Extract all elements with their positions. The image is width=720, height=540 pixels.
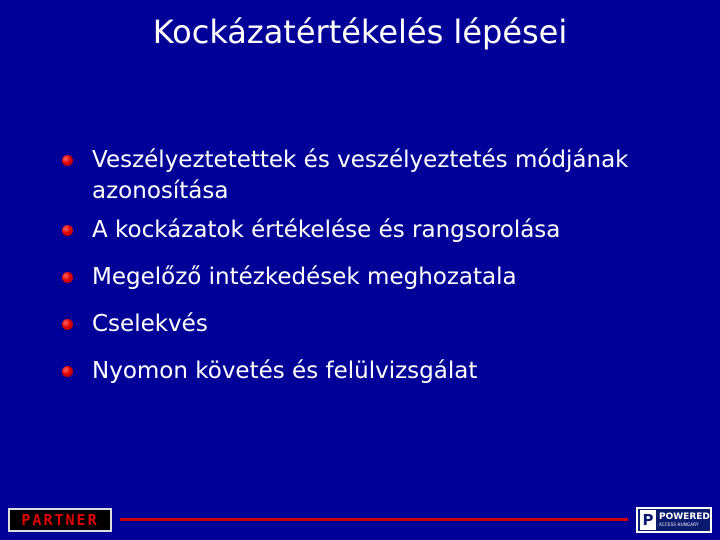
bullet-text: Megelőző intézkedések meghozatala	[92, 264, 517, 290]
bullet-item	[62, 309, 682, 340]
bullet-dot-icon	[62, 272, 73, 283]
bullet-item	[62, 215, 682, 246]
partner-logo: PARTNER	[8, 508, 112, 532]
powered-logo-text	[659, 512, 710, 528]
bullet-text: Cselekvés	[92, 311, 208, 337]
bullet-item	[62, 356, 682, 387]
bullet-text: A kockázatok értékelése és rangsorolása	[92, 217, 561, 243]
slide-title: Kockázatértékelés lépései	[152, 13, 568, 51]
powered-logo-word: POWERED	[659, 512, 710, 522]
bullet-dot-icon	[62, 155, 73, 166]
powered-logo-mark-icon: P	[640, 510, 656, 530]
bullet-dot-icon	[62, 366, 73, 377]
bullet-text: Nyomon követés és felülvizsgálat	[92, 358, 478, 384]
bullet-dot-icon	[62, 319, 73, 330]
bullet-item	[62, 145, 682, 207]
bullet-list	[62, 145, 682, 403]
bullet-text: Veszélyeztetettek és veszélyeztetés módjának azonosítása	[92, 147, 629, 204]
bullet-dot-icon	[62, 225, 73, 236]
footer-divider	[120, 518, 628, 521]
powered-by-logo	[636, 507, 712, 533]
powered-logo-subtext: ACCESS HUNGARY	[659, 522, 699, 527]
bullet-item	[62, 262, 682, 293]
